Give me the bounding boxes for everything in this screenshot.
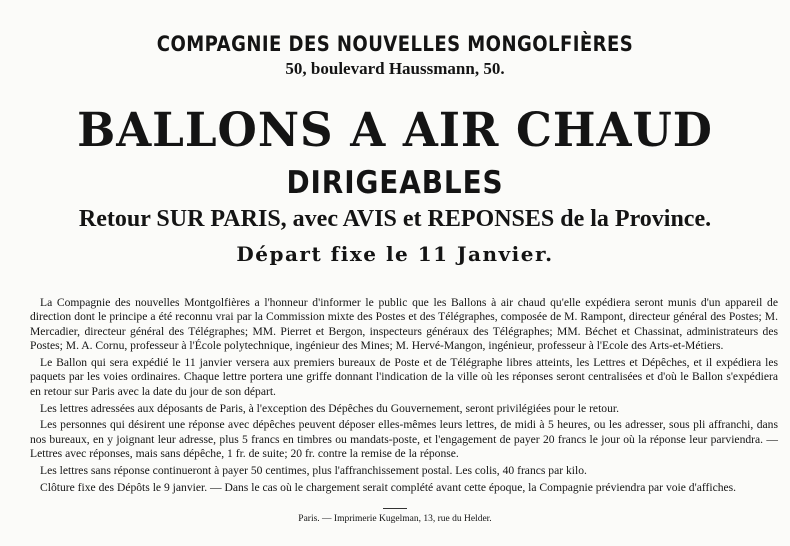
paragraph-commission: La Compagnie des nouvelles Montgolfières a l'honneur d'informer le public que les Ballons à air chaud qu'elle expédiera seront munis d'un appareil de direction dont le principe a été reconnu vrai par la Commission mixte des Postes et des Télégraphes, composée de M. Rampont, directeur général des Postes; M. Mercadier, directeur général des Télégraphes; MM. Pierret et Bergon, inspecteurs généraux des Télégraphes; MM. Béchet et Chassinat, administrateurs des Postes; M. A. Cornu, professeur à l'École polytechnique, ingénieur des Mines; M. Hervé-Mangon, ingénieur, professeur à l'Ecole des Arts-et-Métiers.	[30, 296, 778, 352]
poster-title: BALLONS A AIR CHAUD	[77, 103, 713, 158]
paragraph-closing: Clôture fixe des Dépôts le 9 janvier. — Dans le cas où le chargement serait complété avant cette époque, la Compagnie préviendra par voie d'affiches.	[40, 480, 737, 494]
poster-subtitle: DIRIGEABLES	[286, 165, 504, 201]
paragraph-reply: Les personnes qui désirent une réponse avec dépêches peuvent déposer elles-mêmes leurs lettres, de midi à 5 heures, ou les adresser, sous pli affranchi, dans nos bureaux, en y joignant leur adresse, plus 5 francs en timbres ou mandats-poste, et l'engagement de payer 20 francs le jour où la réponse leur parviendra. — Lettres avec réponses, mais sans dépêche, 1 fr. de suite; 20 fr. contre la remise de la réponse.	[30, 418, 778, 460]
notice-body	[30, 296, 778, 498]
departure-date: Départ fixe le 11 Janvier.	[236, 242, 554, 266]
footer-divider	[383, 508, 407, 509]
paragraph-balloon: Le Ballon qui sera expédié le 11 janvier versera aux premiers bureaux de Poste et de Télégraphe libres atteints, les Lettres et Dépêches, et il expédiera les paquets par les voies ordinaires. Chaque lettre portera une griffe donnant l'indication de la ville où les réponses seront centralisées et d'où le Ballon s'expédiera en retour sur Paris avec la date du jour de son départ.	[30, 356, 778, 398]
company-name: COMPAGNIE DES NOUVELLES MONGOLFIÈRES	[156, 32, 634, 56]
printer-credit: Paris. — Imprimerie Kugelman, 13, rue du Helder.	[298, 514, 492, 524]
company-address: 50, boulevard Haussmann, 50.	[285, 59, 505, 78]
return-notice: Retour SUR PARIS, avec AVIS et REPONSES de la Province.	[78, 206, 712, 232]
paragraph-privilege: Les lettres adressées aux déposants de Paris, à l'exception des Dépêches du Gouvernement, seront privilégiées pour le retour.	[40, 402, 620, 416]
paragraph-rates: Les lettres sans réponse continueront à payer 50 centimes, plus l'affranchissement postal. Les colis, 40 francs par kilo.	[40, 464, 587, 478]
